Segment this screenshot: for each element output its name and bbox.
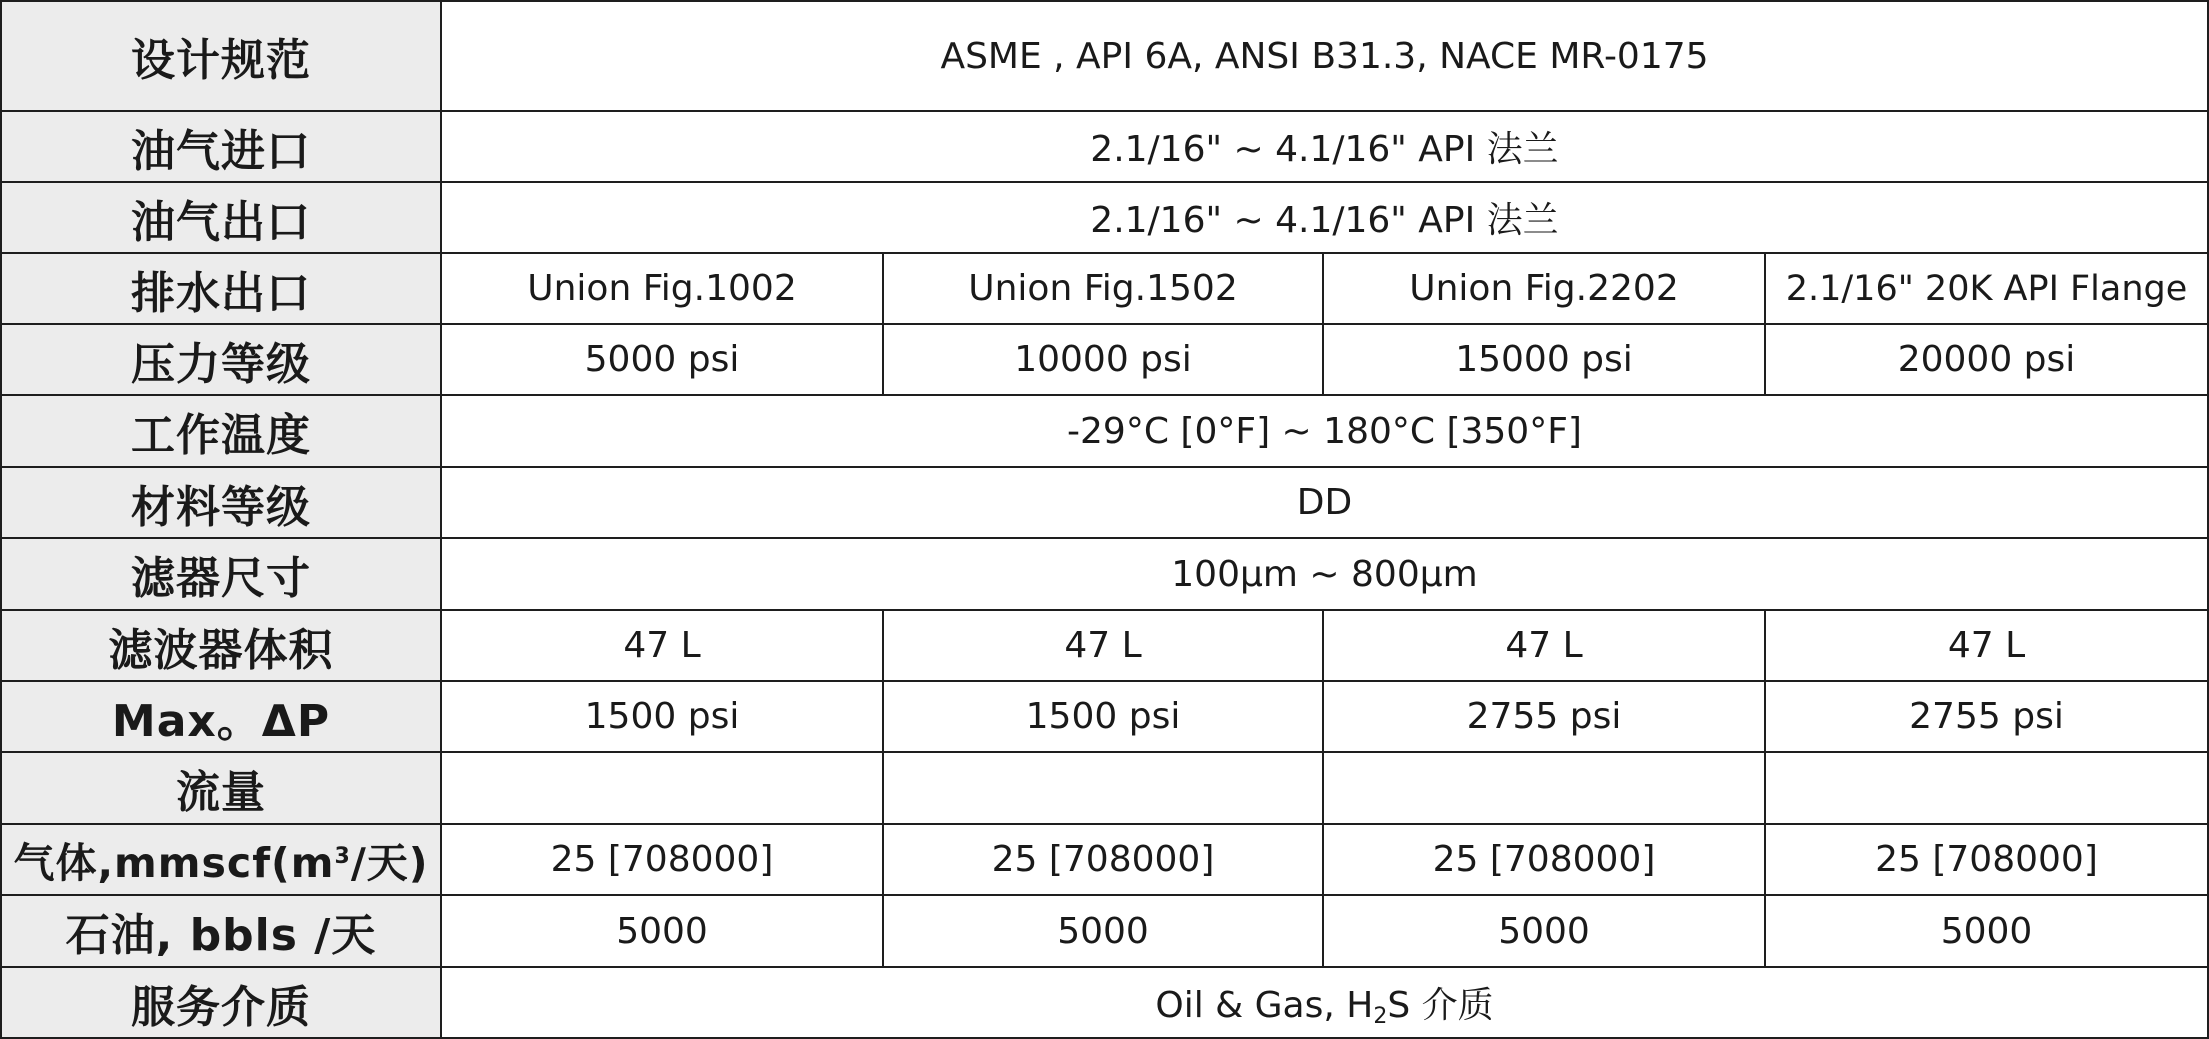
table-row xyxy=(1,182,2208,253)
inlet-value: 2.1/16" ~ 4.1/16" API 法兰 xyxy=(441,111,2208,182)
outlet-value: 2.1/16" ~ 4.1/16" API 法兰 xyxy=(441,182,2208,253)
design-code-value: ASME , API 6A, ANSI B31.3, NACE MR-0175 xyxy=(441,1,2208,111)
service-medium-suffix: S 介质 xyxy=(1387,984,1494,1026)
table-row xyxy=(1,1,2208,111)
row-label-gas-flow xyxy=(1,824,441,895)
row-label-oil-flow: 石油, bbls /天 xyxy=(1,895,441,967)
table-row xyxy=(1,253,2208,324)
gas-flow-cell: 25 [708000] xyxy=(441,824,883,895)
table-row xyxy=(1,752,2208,824)
flow-cell xyxy=(441,752,883,824)
gas-flow-label-suffix: /天) xyxy=(350,839,429,887)
row-label-pressure-rating: 压力等级 xyxy=(1,324,441,395)
row-label-outlet: 油气出口 xyxy=(1,182,441,253)
pressure-rating-cell: 5000 psi xyxy=(441,324,883,395)
row-label-filter-volume: 滤波器体积 xyxy=(1,610,441,681)
max-delta-p-cell: 1500 psi xyxy=(883,681,1323,752)
working-temperature-value: -29°C [0°F] ~ 180°C [350°F] xyxy=(441,395,2208,467)
service-medium-subscript: 2 xyxy=(1373,1003,1388,1029)
row-label-filter-size: 滤器尺寸 xyxy=(1,538,441,610)
row-label-service-medium: 服务介质 xyxy=(1,967,441,1038)
row-label-material-class: 材料等级 xyxy=(1,467,441,538)
drain-outlet-cell: Union Fig.1002 xyxy=(441,253,883,324)
oil-flow-cell: 5000 xyxy=(1765,895,2208,967)
gas-flow-cell: 25 [708000] xyxy=(1323,824,1765,895)
pressure-rating-cell: 15000 psi xyxy=(1323,324,1765,395)
row-label-working-temperature: 工作温度 xyxy=(1,395,441,467)
table-row xyxy=(1,895,2208,967)
table-row xyxy=(1,538,2208,610)
flow-cell xyxy=(883,752,1323,824)
flow-cell xyxy=(1765,752,2208,824)
row-label-flow: 流量 xyxy=(1,752,441,824)
table-row xyxy=(1,967,2208,1038)
oil-flow-cell: 5000 xyxy=(883,895,1323,967)
oil-flow-cell: 5000 xyxy=(441,895,883,967)
max-delta-p-cell: 1500 psi xyxy=(441,681,883,752)
oil-flow-cell: 5000 xyxy=(1323,895,1765,967)
max-delta-p-cell: 2755 psi xyxy=(1323,681,1765,752)
filter-volume-cell: 47 L xyxy=(441,610,883,681)
table-row xyxy=(1,824,2208,895)
max-delta-p-cell: 2755 psi xyxy=(1765,681,2208,752)
flow-cell xyxy=(1323,752,1765,824)
pressure-rating-cell: 20000 psi xyxy=(1765,324,2208,395)
table-row xyxy=(1,111,2208,182)
gas-flow-label-prefix: 气体,mmscf(m xyxy=(13,839,335,887)
table-row xyxy=(1,681,2208,752)
filter-volume-cell: 47 L xyxy=(1323,610,1765,681)
service-medium-value xyxy=(441,967,2208,1038)
row-label-design-code: 设计规范 xyxy=(1,1,441,111)
row-label-max-delta-p: Max。ΔP xyxy=(1,681,441,752)
pressure-rating-cell: 10000 psi xyxy=(883,324,1323,395)
drain-outlet-cell: Union Fig.2202 xyxy=(1323,253,1765,324)
service-medium-prefix: Oil & Gas, H xyxy=(1155,984,1374,1026)
table-row xyxy=(1,324,2208,395)
row-label-inlet: 油气进口 xyxy=(1,111,441,182)
table-row xyxy=(1,467,2208,538)
filter-volume-cell: 47 L xyxy=(883,610,1323,681)
table-row xyxy=(1,610,2208,681)
filter-volume-cell: 47 L xyxy=(1765,610,2208,681)
gas-flow-label-superscript: 3 xyxy=(334,844,351,869)
filter-size-value: 100μm ~ 800μm xyxy=(441,538,2208,610)
row-label-drain-outlet: 排水出口 xyxy=(1,253,441,324)
gas-flow-cell: 25 [708000] xyxy=(1765,824,2208,895)
material-class-value: DD xyxy=(441,467,2208,538)
table-row xyxy=(1,395,2208,467)
gas-flow-cell: 25 [708000] xyxy=(883,824,1323,895)
drain-outlet-cell: 2.1/16" 20K API Flange xyxy=(1765,253,2208,324)
drain-outlet-cell: Union Fig.1502 xyxy=(883,253,1323,324)
